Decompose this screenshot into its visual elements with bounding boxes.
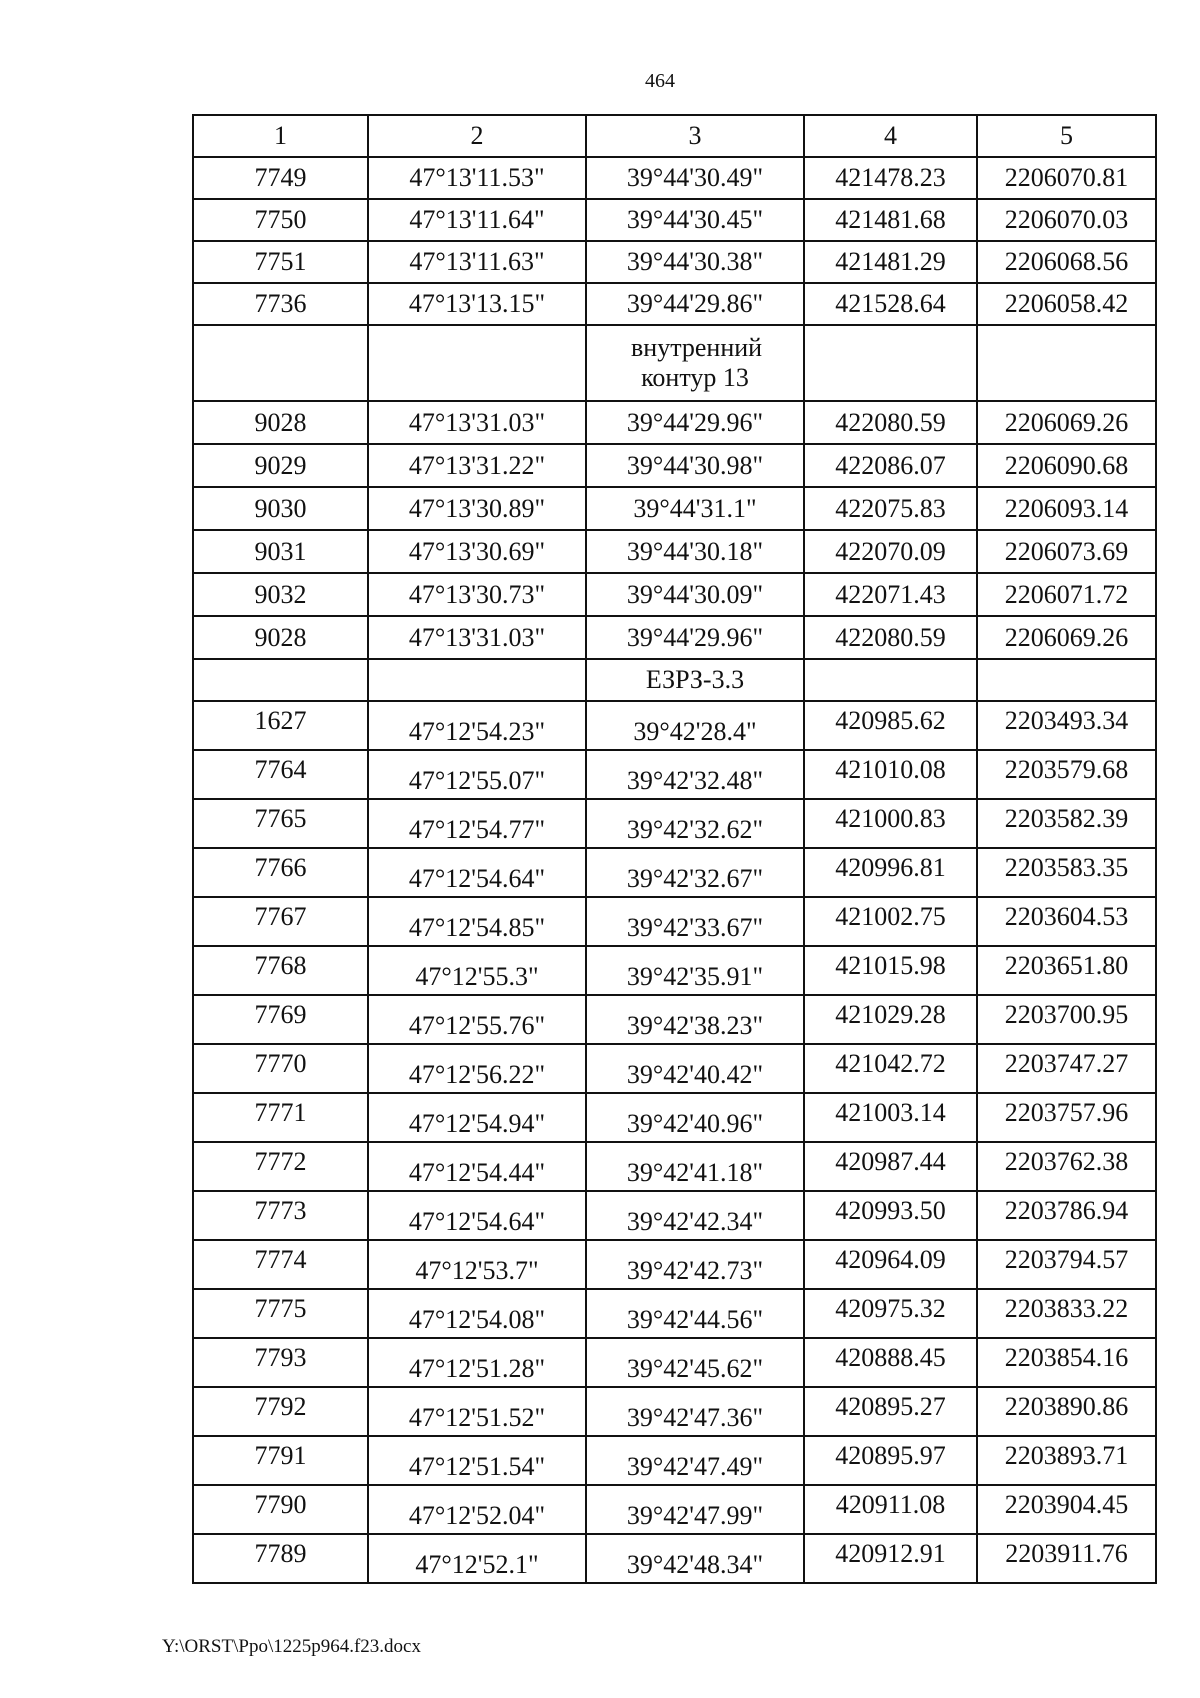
empty-cell <box>977 325 1156 401</box>
latitude-cell: 47°12'55.07" <box>368 750 586 799</box>
empty-cell <box>368 325 586 401</box>
empty-cell <box>804 325 977 401</box>
latitude-cell: 47°12'54.08" <box>368 1289 586 1338</box>
point-number-cell: 9031 <box>193 530 368 573</box>
coord-y-cell: 2203579.68 <box>977 750 1156 799</box>
latitude-cell: 47°12'54.64" <box>368 1191 586 1240</box>
longitude-cell: 39°42'32.62" <box>586 799 804 848</box>
point-number-cell: 9032 <box>193 573 368 616</box>
point-number-cell: 7773 <box>193 1191 368 1240</box>
latitude-cell: 47°13'30.89" <box>368 487 586 530</box>
table-row <box>193 1142 1156 1191</box>
table-row <box>193 530 1156 573</box>
table-row <box>193 1289 1156 1338</box>
latitude-cell: 47°13'11.64" <box>368 199 586 241</box>
coord-y-cell: 2203604.53 <box>977 897 1156 946</box>
point-number-cell: 7790 <box>193 1485 368 1534</box>
point-number-cell: 9028 <box>193 616 368 659</box>
longitude-cell: 39°44'30.09" <box>586 573 804 616</box>
point-number-cell: 7768 <box>193 946 368 995</box>
coord-y-cell: 2206071.72 <box>977 573 1156 616</box>
coord-x-cell: 421528.64 <box>804 283 977 325</box>
coord-y-cell: 2203583.35 <box>977 848 1156 897</box>
section-label: ЕЗРЗ-3.3 <box>586 659 804 701</box>
latitude-cell: 47°12'56.22" <box>368 1044 586 1093</box>
table-row <box>193 1044 1156 1093</box>
coord-x-cell: 421481.29 <box>804 241 977 283</box>
latitude-cell: 47°13'31.03" <box>368 616 586 659</box>
coord-y-cell: 2203854.16 <box>977 1338 1156 1387</box>
point-number-cell: 7767 <box>193 897 368 946</box>
point-number-cell: 7749 <box>193 157 368 199</box>
table-row <box>193 1436 1156 1485</box>
table-row <box>193 848 1156 897</box>
table-row <box>193 1338 1156 1387</box>
longitude-cell: 39°42'40.96" <box>586 1093 804 1142</box>
coord-x-cell: 420987.44 <box>804 1142 977 1191</box>
coord-x-cell: 420895.97 <box>804 1436 977 1485</box>
latitude-cell: 47°13'31.03" <box>368 401 586 444</box>
longitude-cell: 39°44'31.1" <box>586 487 804 530</box>
longitude-cell: 39°44'29.86" <box>586 283 804 325</box>
table-row <box>193 444 1156 487</box>
table-row <box>193 487 1156 530</box>
point-number-cell: 7771 <box>193 1093 368 1142</box>
empty-cell <box>368 659 586 701</box>
point-number-cell: 7792 <box>193 1387 368 1436</box>
empty-cell <box>977 659 1156 701</box>
table-row <box>193 1240 1156 1289</box>
longitude-cell: 39°42'44.56" <box>586 1289 804 1338</box>
point-number-cell: 7736 <box>193 283 368 325</box>
longitude-cell: 39°42'35.91" <box>586 946 804 995</box>
table-row <box>193 283 1156 325</box>
latitude-cell: 47°12'55.3" <box>368 946 586 995</box>
coord-y-cell: 2203786.94 <box>977 1191 1156 1240</box>
coord-x-cell: 420895.27 <box>804 1387 977 1436</box>
coord-x-cell: 422086.07 <box>804 444 977 487</box>
table-row <box>193 573 1156 616</box>
point-number-cell: 7791 <box>193 1436 368 1485</box>
latitude-cell: 47°12'54.44" <box>368 1142 586 1191</box>
point-number-cell: 9030 <box>193 487 368 530</box>
coord-x-cell: 420996.81 <box>804 848 977 897</box>
coord-y-cell: 2206068.56 <box>977 241 1156 283</box>
table-row <box>193 897 1156 946</box>
footer-file-path: Y:\ORST\Ppo\1225p964.f23.docx <box>162 1636 421 1657</box>
longitude-cell: 39°42'47.49" <box>586 1436 804 1485</box>
point-number-cell: 7793 <box>193 1338 368 1387</box>
latitude-cell: 47°13'30.73" <box>368 573 586 616</box>
longitude-cell: 39°42'28.4" <box>586 701 804 750</box>
coord-x-cell: 420964.09 <box>804 1240 977 1289</box>
section-label: внутренний контур 13 <box>586 325 804 401</box>
coord-x-cell: 421015.98 <box>804 946 977 995</box>
latitude-cell: 47°13'11.53" <box>368 157 586 199</box>
coord-x-cell: 422070.09 <box>804 530 977 573</box>
coord-x-cell: 420911.08 <box>804 1485 977 1534</box>
point-number-cell: 7751 <box>193 241 368 283</box>
coord-y-cell: 2206069.26 <box>977 616 1156 659</box>
coord-y-cell: 2203794.57 <box>977 1240 1156 1289</box>
coord-y-cell: 2206093.14 <box>977 487 1156 530</box>
coord-x-cell: 420993.50 <box>804 1191 977 1240</box>
coord-x-cell: 420912.91 <box>804 1534 977 1583</box>
longitude-cell: 39°44'30.49" <box>586 157 804 199</box>
longitude-cell: 39°44'30.98" <box>586 444 804 487</box>
longitude-cell: 39°42'32.67" <box>586 848 804 897</box>
point-number-cell: 9029 <box>193 444 368 487</box>
latitude-cell: 47°12'54.23" <box>368 701 586 750</box>
latitude-cell: 47°13'13.15" <box>368 283 586 325</box>
table-row <box>193 157 1156 199</box>
longitude-cell: 39°44'30.18" <box>586 530 804 573</box>
coord-x-cell: 420975.32 <box>804 1289 977 1338</box>
coord-y-cell: 2203582.39 <box>977 799 1156 848</box>
longitude-cell: 39°42'47.99" <box>586 1485 804 1534</box>
point-number-cell: 7764 <box>193 750 368 799</box>
column-header-1: 1 <box>193 115 368 157</box>
coord-y-cell: 2203911.76 <box>977 1534 1156 1583</box>
coord-y-cell: 2203747.27 <box>977 1044 1156 1093</box>
point-number-cell: 7765 <box>193 799 368 848</box>
table-row <box>193 616 1156 659</box>
coord-y-cell: 2203833.22 <box>977 1289 1156 1338</box>
coord-x-cell: 421042.72 <box>804 1044 977 1093</box>
latitude-cell: 47°12'54.77" <box>368 799 586 848</box>
coord-x-cell: 421029.28 <box>804 995 977 1044</box>
table-row <box>193 199 1156 241</box>
coord-y-cell: 2206069.26 <box>977 401 1156 444</box>
latitude-cell: 47°12'54.64" <box>368 848 586 897</box>
column-header-4: 4 <box>804 115 977 157</box>
column-header-5: 5 <box>977 115 1156 157</box>
coord-y-cell: 2206073.69 <box>977 530 1156 573</box>
latitude-cell: 47°12'55.76" <box>368 995 586 1044</box>
coord-y-cell: 2203893.71 <box>977 1436 1156 1485</box>
longitude-cell: 39°42'42.73" <box>586 1240 804 1289</box>
coord-x-cell: 421000.83 <box>804 799 977 848</box>
coord-x-cell: 421481.68 <box>804 199 977 241</box>
longitude-cell: 39°42'47.36" <box>586 1387 804 1436</box>
coord-y-cell: 2203890.86 <box>977 1387 1156 1436</box>
coord-y-cell: 2206070.03 <box>977 199 1156 241</box>
latitude-cell: 47°12'51.52" <box>368 1387 586 1436</box>
coord-x-cell: 422075.83 <box>804 487 977 530</box>
coord-y-cell: 2203493.34 <box>977 701 1156 750</box>
section-row <box>193 659 1156 701</box>
table-row <box>193 1534 1156 1583</box>
table-row <box>193 241 1156 283</box>
coord-y-cell: 2206070.81 <box>977 157 1156 199</box>
table-body <box>193 157 1156 1583</box>
longitude-cell: 39°42'41.18" <box>586 1142 804 1191</box>
latitude-cell: 47°13'30.69" <box>368 530 586 573</box>
table-row <box>193 701 1156 750</box>
longitude-cell: 39°42'48.34" <box>586 1534 804 1583</box>
point-number-cell: 7770 <box>193 1044 368 1093</box>
section-row <box>193 325 1156 401</box>
coord-y-cell: 2203904.45 <box>977 1485 1156 1534</box>
coord-x-cell: 420985.62 <box>804 701 977 750</box>
coord-x-cell: 422080.59 <box>804 616 977 659</box>
latitude-cell: 47°12'51.54" <box>368 1436 586 1485</box>
latitude-cell: 47°12'54.94" <box>368 1093 586 1142</box>
column-header-2: 2 <box>368 115 586 157</box>
point-number-cell: 7772 <box>193 1142 368 1191</box>
longitude-cell: 39°42'33.67" <box>586 897 804 946</box>
table-row <box>193 401 1156 444</box>
coord-y-cell: 2203651.80 <box>977 946 1156 995</box>
longitude-cell: 39°44'29.96" <box>586 401 804 444</box>
table-row <box>193 750 1156 799</box>
point-number-cell: 7750 <box>193 199 368 241</box>
coordinates-table <box>192 114 1157 1584</box>
point-number-cell: 9028 <box>193 401 368 444</box>
table-row <box>193 1387 1156 1436</box>
coord-y-cell: 2206090.68 <box>977 444 1156 487</box>
coord-y-cell: 2203762.38 <box>977 1142 1156 1191</box>
table-row <box>193 946 1156 995</box>
point-number-cell: 7789 <box>193 1534 368 1583</box>
longitude-cell: 39°42'32.48" <box>586 750 804 799</box>
empty-cell <box>193 325 368 401</box>
longitude-cell: 39°42'45.62" <box>586 1338 804 1387</box>
point-number-cell: 7774 <box>193 1240 368 1289</box>
point-number-cell: 7775 <box>193 1289 368 1338</box>
coord-x-cell: 422080.59 <box>804 401 977 444</box>
coord-x-cell: 422071.43 <box>804 573 977 616</box>
empty-cell <box>193 659 368 701</box>
point-number-cell: 7769 <box>193 995 368 1044</box>
coord-x-cell: 421478.23 <box>804 157 977 199</box>
coord-x-cell: 421010.08 <box>804 750 977 799</box>
latitude-cell: 47°12'51.28" <box>368 1338 586 1387</box>
column-header-3: 3 <box>586 115 804 157</box>
coord-y-cell: 2206058.42 <box>977 283 1156 325</box>
empty-cell <box>804 659 977 701</box>
latitude-cell: 47°13'31.22" <box>368 444 586 487</box>
coord-y-cell: 2203757.96 <box>977 1093 1156 1142</box>
latitude-cell: 47°13'11.63" <box>368 241 586 283</box>
coord-x-cell: 421002.75 <box>804 897 977 946</box>
table-row <box>193 1485 1156 1534</box>
longitude-cell: 39°42'38.23" <box>586 995 804 1044</box>
coord-x-cell: 421003.14 <box>804 1093 977 1142</box>
longitude-cell: 39°44'29.96" <box>586 616 804 659</box>
point-number-cell: 1627 <box>193 701 368 750</box>
table-row <box>193 1093 1156 1142</box>
table-header-row <box>193 115 1156 157</box>
latitude-cell: 47°12'52.04" <box>368 1485 586 1534</box>
table-row <box>193 1191 1156 1240</box>
coord-x-cell: 420888.45 <box>804 1338 977 1387</box>
page-number: 464 <box>645 70 675 92</box>
point-number-cell: 7766 <box>193 848 368 897</box>
coord-y-cell: 2203700.95 <box>977 995 1156 1044</box>
table-row <box>193 995 1156 1044</box>
longitude-cell: 39°44'30.38" <box>586 241 804 283</box>
latitude-cell: 47°12'53.7" <box>368 1240 586 1289</box>
longitude-cell: 39°42'42.34" <box>586 1191 804 1240</box>
latitude-cell: 47°12'52.1" <box>368 1534 586 1583</box>
latitude-cell: 47°12'54.85" <box>368 897 586 946</box>
table-row <box>193 799 1156 848</box>
longitude-cell: 39°44'30.45" <box>586 199 804 241</box>
longitude-cell: 39°42'40.42" <box>586 1044 804 1093</box>
